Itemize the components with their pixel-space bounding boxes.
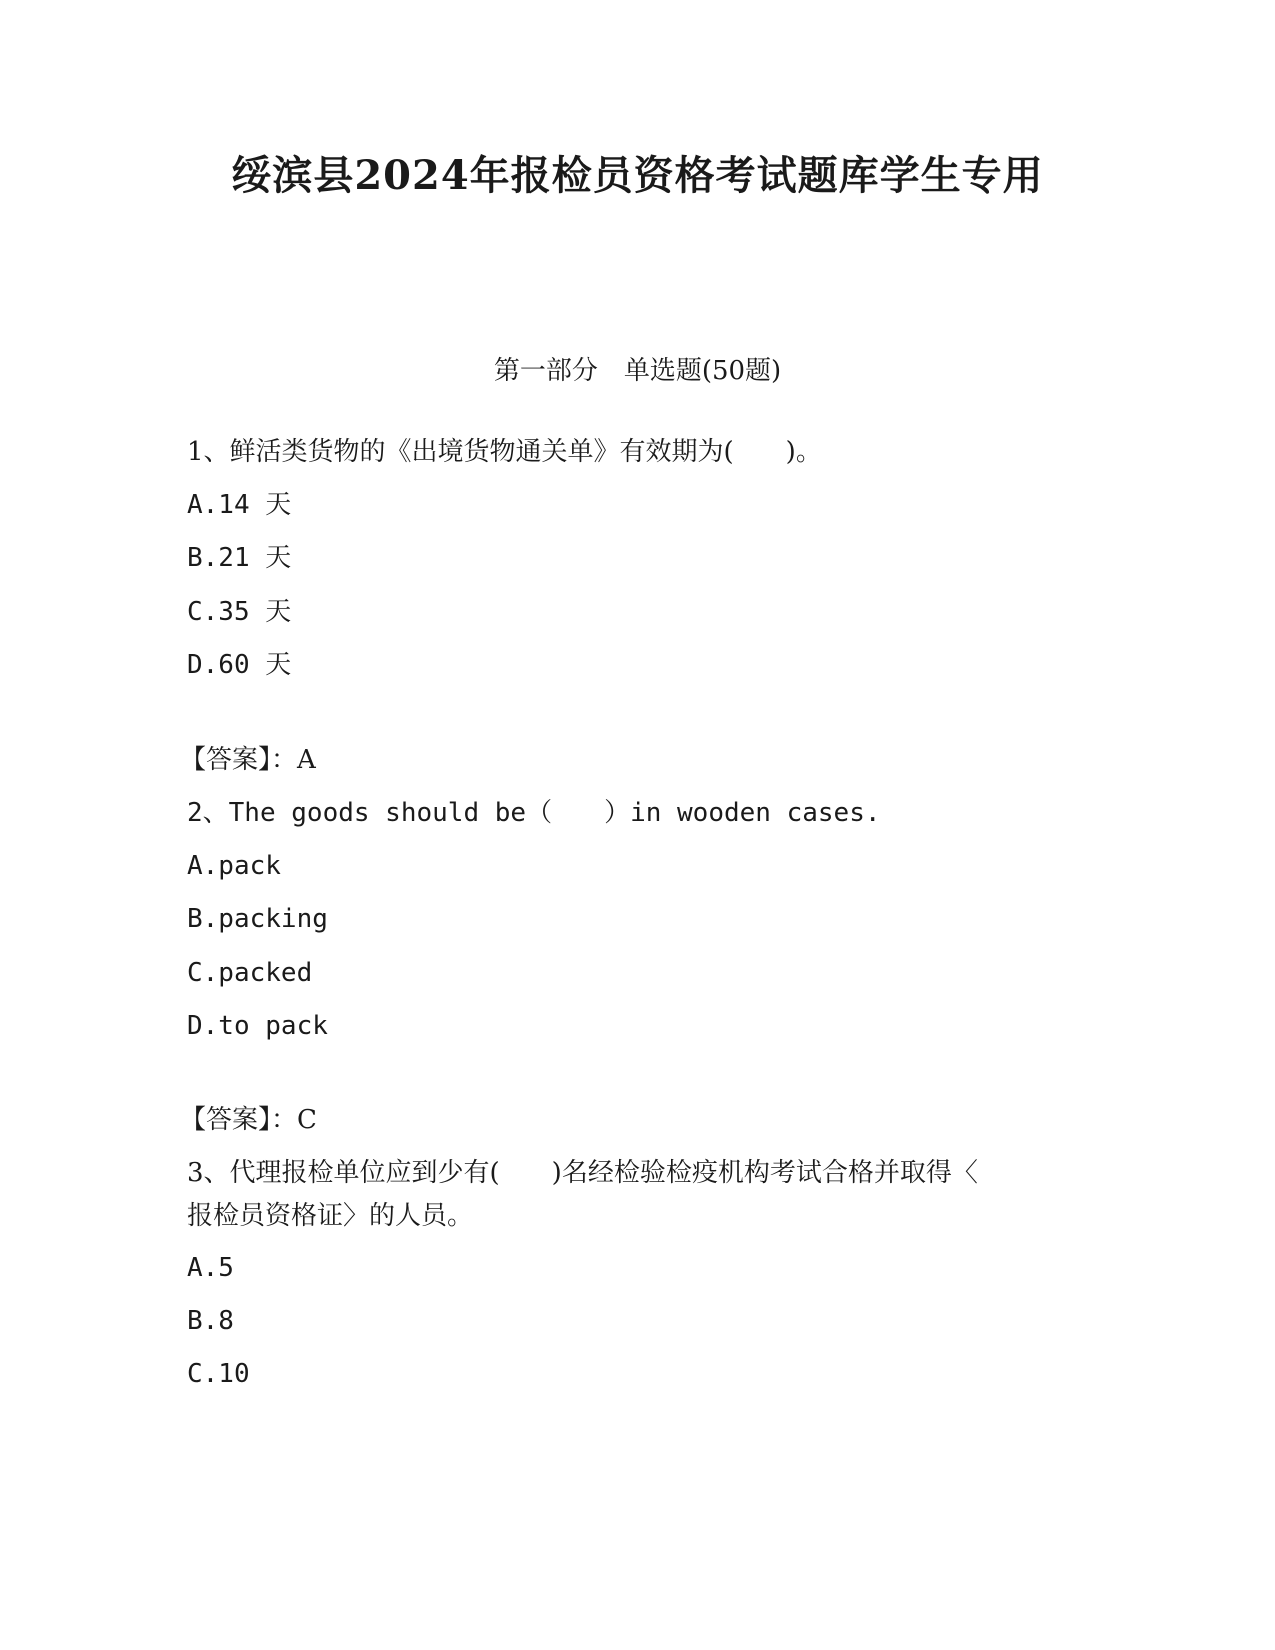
question-1-stem: 1、鲜活类货物的《出境货物通关单》有效期为( )。 [187,437,822,467]
question-1-option-b: B.21 天 [187,543,292,573]
question-2-option-a: A.pack [187,851,281,881]
question-2-option-b: B.packing [187,904,328,934]
question-1-option-d: D.60 天 [187,650,292,680]
question-2-answer: 【答案】：C [180,1105,317,1135]
question-3-stem-line-1: 3、代理报检单位应到少有( )名经检验检疫机构考试合格并取得〈 [187,1158,978,1188]
question-3-option-a: A.5 [187,1253,234,1283]
section-title: 第一部分 单选题(50题) [493,356,782,386]
question-3-option-c: C.10 [187,1359,250,1389]
page-title: 绥滨县2024年报检员资格考试题库学生专用 [231,152,1044,199]
question-2-option-d: D.to pack [187,1011,328,1041]
question-1-option-c: C.35 天 [187,597,292,627]
question-3-option-b: B.8 [187,1306,234,1336]
question-3-stem-line-2: 报检员资格证〉的人员。 [187,1201,474,1231]
question-1-option-a: A.14 天 [187,490,292,520]
question-2-stem: 2、The goods should be（ ）in wooden cases. [187,798,881,828]
question-2-option-c: C.packed [187,958,313,988]
question-1-answer: 【答案】：A [180,745,316,775]
